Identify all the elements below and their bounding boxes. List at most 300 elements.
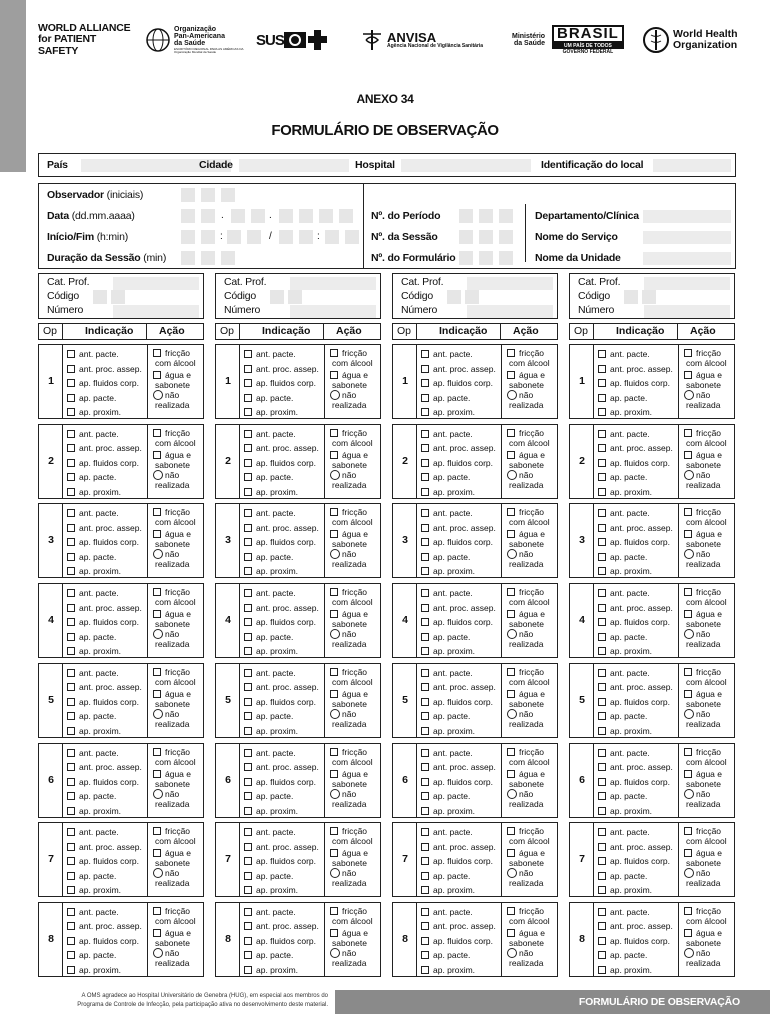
checkbox-icon[interactable]: [67, 843, 75, 851]
checkbox-icon[interactable]: [67, 807, 75, 815]
indication-option[interactable]: [598, 842, 673, 852]
radio-icon[interactable]: [153, 390, 163, 400]
checkbox-icon[interactable]: [598, 966, 606, 974]
indication-option[interactable]: [244, 364, 319, 374]
checkbox-icon[interactable]: [244, 872, 252, 880]
indication-option[interactable]: [244, 697, 316, 707]
indication-option[interactable]: [421, 936, 493, 946]
indication-option[interactable]: [67, 885, 121, 895]
indication-option[interactable]: [244, 523, 319, 533]
checkbox-icon[interactable]: [153, 429, 161, 437]
checkbox-icon[interactable]: [67, 394, 75, 402]
checkbox-icon[interactable]: [421, 727, 429, 735]
indication-option[interactable]: [598, 588, 650, 598]
checkbox-icon[interactable]: [421, 567, 429, 575]
indication-option[interactable]: [244, 429, 296, 439]
checkbox-icon[interactable]: [67, 778, 75, 786]
action-nao-realizada[interactable]: [330, 948, 373, 958]
action-agua[interactable]: [153, 370, 196, 380]
indication-option[interactable]: [598, 762, 673, 772]
radio-icon[interactable]: [684, 789, 694, 799]
radio-icon[interactable]: [330, 470, 340, 480]
indication-option[interactable]: [598, 349, 650, 359]
checkbox-icon[interactable]: [67, 792, 75, 800]
radio-icon[interactable]: [507, 470, 517, 480]
indication-option[interactable]: [421, 842, 496, 852]
checkbox-icon[interactable]: [507, 907, 515, 915]
indication-option[interactable]: [421, 617, 493, 627]
checkbox-icon[interactable]: [153, 770, 161, 778]
checkbox-icon[interactable]: [67, 763, 75, 771]
action-agua[interactable]: [684, 370, 727, 380]
indication-option[interactable]: [67, 407, 121, 417]
checkbox-icon[interactable]: [598, 488, 606, 496]
checkbox-icon[interactable]: [67, 669, 75, 677]
checkbox-icon[interactable]: [330, 610, 338, 618]
indication-option[interactable]: [598, 777, 670, 787]
indication-option[interactable]: [244, 349, 296, 359]
checkbox-icon[interactable]: [598, 843, 606, 851]
checkbox-icon[interactable]: [598, 538, 606, 546]
action-nao-realizada[interactable]: [684, 390, 727, 400]
indication-option[interactable]: [67, 856, 139, 866]
cat-prof-field[interactable]: [467, 277, 553, 290]
checkbox-icon[interactable]: [330, 907, 338, 915]
cat-prof-field[interactable]: [290, 277, 376, 290]
action-nao-realizada[interactable]: [330, 709, 373, 719]
indication-option[interactable]: [598, 697, 670, 707]
checkbox-icon[interactable]: [421, 589, 429, 597]
indication-option[interactable]: [67, 603, 142, 613]
radio-icon[interactable]: [330, 390, 340, 400]
checkbox-icon[interactable]: [67, 633, 75, 641]
action-agua[interactable]: [684, 928, 727, 938]
radio-icon[interactable]: [684, 390, 694, 400]
checkbox-icon[interactable]: [684, 508, 692, 516]
action-nao-realizada[interactable]: [330, 390, 373, 400]
action-agua[interactable]: [153, 529, 196, 539]
action-friccao[interactable]: [684, 428, 727, 438]
checkbox-icon[interactable]: [67, 488, 75, 496]
indication-option[interactable]: [598, 885, 652, 895]
hospital-field[interactable]: [401, 159, 531, 172]
indication-option[interactable]: [598, 537, 670, 547]
action-friccao[interactable]: [330, 348, 373, 358]
checkbox-icon[interactable]: [598, 350, 606, 358]
radio-icon[interactable]: [507, 629, 517, 639]
indication-option[interactable]: [421, 777, 493, 787]
duracao-cell[interactable]: [201, 251, 215, 265]
indication-option[interactable]: [67, 748, 119, 758]
checkbox-icon[interactable]: [598, 365, 606, 373]
checkbox-icon[interactable]: [507, 770, 515, 778]
checkbox-icon[interactable]: [421, 553, 429, 561]
checkbox-icon[interactable]: [421, 379, 429, 387]
action-agua[interactable]: [507, 450, 550, 460]
checkbox-icon[interactable]: [421, 712, 429, 720]
indication-option[interactable]: [598, 907, 650, 917]
checkbox-icon[interactable]: [598, 698, 606, 706]
checkbox-icon[interactable]: [244, 394, 252, 402]
checkbox-icon[interactable]: [507, 748, 515, 756]
action-agua[interactable]: [684, 769, 727, 779]
codigo-cell[interactable]: [270, 290, 284, 304]
action-agua[interactable]: [153, 450, 196, 460]
checkbox-icon[interactable]: [598, 908, 606, 916]
checkbox-icon[interactable]: [598, 872, 606, 880]
action-nao-realizada[interactable]: [507, 709, 550, 719]
action-agua[interactable]: [330, 848, 373, 858]
cat-prof-field[interactable]: [644, 277, 730, 290]
fim-cell[interactable]: [279, 230, 293, 244]
codigo-cell[interactable]: [642, 290, 656, 304]
checkbox-icon[interactable]: [598, 763, 606, 771]
indication-option[interactable]: [244, 827, 296, 837]
checkbox-icon[interactable]: [67, 828, 75, 836]
checkbox-icon[interactable]: [67, 872, 75, 880]
indication-option[interactable]: [598, 646, 652, 656]
checkbox-icon[interactable]: [67, 589, 75, 597]
indication-option[interactable]: [244, 921, 319, 931]
checkbox-icon[interactable]: [244, 567, 252, 575]
checkbox-icon[interactable]: [684, 827, 692, 835]
action-friccao[interactable]: [330, 428, 373, 438]
indication-option[interactable]: [598, 523, 673, 533]
indication-option[interactable]: [598, 603, 673, 613]
numero-field[interactable]: [467, 305, 553, 318]
indication-option[interactable]: [598, 856, 670, 866]
indication-option[interactable]: [421, 711, 470, 721]
indication-option[interactable]: [598, 566, 652, 576]
indication-option[interactable]: [421, 806, 475, 816]
numero-field[interactable]: [644, 305, 730, 318]
indication-option[interactable]: [421, 791, 470, 801]
action-friccao[interactable]: [684, 826, 727, 836]
radio-icon[interactable]: [153, 948, 163, 958]
checkbox-icon[interactable]: [153, 668, 161, 676]
indication-option[interactable]: [244, 791, 293, 801]
indication-option[interactable]: [67, 349, 119, 359]
data-cell[interactable]: [319, 209, 333, 223]
indication-option[interactable]: [421, 393, 470, 403]
checkbox-icon[interactable]: [507, 530, 515, 538]
radio-icon[interactable]: [507, 390, 517, 400]
action-friccao[interactable]: [507, 747, 550, 757]
indication-option[interactable]: [598, 950, 647, 960]
action-nao-realizada[interactable]: [330, 868, 373, 878]
checkbox-icon[interactable]: [421, 459, 429, 467]
checkbox-icon[interactable]: [67, 727, 75, 735]
checkbox-icon[interactable]: [598, 937, 606, 945]
indication-option[interactable]: [244, 617, 316, 627]
data-cell[interactable]: [201, 209, 215, 223]
action-nao-realizada[interactable]: [153, 390, 196, 400]
indication-option[interactable]: [421, 537, 493, 547]
checkbox-icon[interactable]: [244, 350, 252, 358]
checkbox-icon[interactable]: [244, 712, 252, 720]
checkbox-icon[interactable]: [684, 668, 692, 676]
checkbox-icon[interactable]: [67, 966, 75, 974]
checkbox-icon[interactable]: [684, 349, 692, 357]
radio-icon[interactable]: [153, 709, 163, 719]
action-friccao[interactable]: [330, 906, 373, 916]
checkbox-icon[interactable]: [507, 827, 515, 835]
formulario-cell[interactable]: [499, 251, 513, 265]
inicio-cell[interactable]: [181, 230, 195, 244]
indication-option[interactable]: [244, 856, 316, 866]
indication-option[interactable]: [67, 552, 116, 562]
checkbox-icon[interactable]: [330, 508, 338, 516]
data-cell[interactable]: [339, 209, 353, 223]
checkbox-icon[interactable]: [684, 770, 692, 778]
data-cell[interactable]: [279, 209, 293, 223]
checkbox-icon[interactable]: [598, 886, 606, 894]
checkbox-icon[interactable]: [598, 828, 606, 836]
checkbox-icon[interactable]: [67, 524, 75, 532]
checkbox-icon[interactable]: [67, 553, 75, 561]
radio-icon[interactable]: [330, 709, 340, 719]
indication-option[interactable]: [421, 472, 470, 482]
radio-icon[interactable]: [330, 789, 340, 799]
checkbox-icon[interactable]: [153, 849, 161, 857]
checkbox-icon[interactable]: [598, 430, 606, 438]
radio-icon[interactable]: [330, 549, 340, 559]
indication-option[interactable]: [598, 429, 650, 439]
checkbox-icon[interactable]: [421, 698, 429, 706]
action-agua[interactable]: [330, 689, 373, 699]
indication-option[interactable]: [598, 552, 647, 562]
checkbox-icon[interactable]: [421, 807, 429, 815]
radio-icon[interactable]: [330, 948, 340, 958]
indication-option[interactable]: [421, 364, 496, 374]
codigo-cell[interactable]: [624, 290, 638, 304]
checkbox-icon[interactable]: [421, 951, 429, 959]
checkbox-icon[interactable]: [598, 509, 606, 517]
sessao-cell[interactable]: [479, 230, 493, 244]
action-agua[interactable]: [507, 370, 550, 380]
checkbox-icon[interactable]: [598, 683, 606, 691]
action-friccao[interactable]: [330, 747, 373, 757]
checkbox-icon[interactable]: [507, 451, 515, 459]
checkbox-icon[interactable]: [67, 712, 75, 720]
indication-option[interactable]: [67, 777, 139, 787]
action-agua[interactable]: [330, 928, 373, 938]
indication-option[interactable]: [244, 646, 298, 656]
observador-cell[interactable]: [201, 188, 215, 202]
action-friccao[interactable]: [153, 667, 196, 677]
checkbox-icon[interactable]: [330, 588, 338, 596]
inicio-cell[interactable]: [227, 230, 241, 244]
radio-icon[interactable]: [684, 948, 694, 958]
action-friccao[interactable]: [507, 826, 550, 836]
departamento-field[interactable]: [643, 210, 731, 223]
action-friccao[interactable]: [507, 428, 550, 438]
indication-option[interactable]: [421, 646, 475, 656]
indication-option[interactable]: [67, 842, 142, 852]
checkbox-icon[interactable]: [153, 690, 161, 698]
indication-option[interactable]: [421, 762, 496, 772]
checkbox-icon[interactable]: [244, 473, 252, 481]
radio-icon[interactable]: [507, 549, 517, 559]
action-friccao[interactable]: [507, 667, 550, 677]
checkbox-icon[interactable]: [244, 524, 252, 532]
checkbox-icon[interactable]: [421, 763, 429, 771]
checkbox-icon[interactable]: [507, 668, 515, 676]
observador-cell[interactable]: [221, 188, 235, 202]
indication-option[interactable]: [598, 393, 647, 403]
checkbox-icon[interactable]: [153, 827, 161, 835]
indication-option[interactable]: [244, 443, 319, 453]
action-agua[interactable]: [330, 769, 373, 779]
formulario-cell[interactable]: [479, 251, 493, 265]
indication-option[interactable]: [421, 407, 475, 417]
checkbox-icon[interactable]: [153, 530, 161, 538]
checkbox-icon[interactable]: [330, 770, 338, 778]
indication-option[interactable]: [598, 668, 650, 678]
periodo-cell[interactable]: [499, 209, 513, 223]
checkbox-icon[interactable]: [507, 588, 515, 596]
indication-option[interactable]: [67, 711, 116, 721]
action-friccao[interactable]: [153, 826, 196, 836]
indication-option[interactable]: [421, 508, 473, 518]
checkbox-icon[interactable]: [598, 459, 606, 467]
radio-icon[interactable]: [153, 549, 163, 559]
numero-field[interactable]: [290, 305, 376, 318]
checkbox-icon[interactable]: [598, 807, 606, 815]
checkbox-icon[interactable]: [598, 922, 606, 930]
checkbox-icon[interactable]: [244, 763, 252, 771]
indication-option[interactable]: [598, 726, 652, 736]
checkbox-icon[interactable]: [598, 473, 606, 481]
checkbox-icon[interactable]: [421, 872, 429, 880]
checkbox-icon[interactable]: [244, 922, 252, 930]
action-nao-realizada[interactable]: [507, 948, 550, 958]
indication-option[interactable]: [598, 632, 647, 642]
checkbox-icon[interactable]: [244, 365, 252, 373]
indication-option[interactable]: [598, 364, 673, 374]
checkbox-icon[interactable]: [67, 365, 75, 373]
action-friccao[interactable]: [684, 587, 727, 597]
local-field[interactable]: [653, 159, 731, 172]
radio-icon[interactable]: [684, 709, 694, 719]
indication-option[interactable]: [244, 748, 296, 758]
indication-option[interactable]: [67, 364, 142, 374]
cat-prof-field[interactable]: [113, 277, 199, 290]
indication-option[interactable]: [67, 508, 119, 518]
indication-option[interactable]: [244, 588, 296, 598]
indication-option[interactable]: [421, 588, 473, 598]
checkbox-icon[interactable]: [67, 379, 75, 387]
checkbox-icon[interactable]: [598, 379, 606, 387]
indication-option[interactable]: [421, 885, 475, 895]
indication-option[interactable]: [244, 965, 298, 975]
indication-option[interactable]: [598, 827, 650, 837]
checkbox-icon[interactable]: [67, 683, 75, 691]
action-agua[interactable]: [153, 928, 196, 938]
action-nao-realizada[interactable]: [330, 549, 373, 559]
checkbox-icon[interactable]: [67, 430, 75, 438]
codigo-cell[interactable]: [111, 290, 125, 304]
indication-option[interactable]: [67, 646, 121, 656]
checkbox-icon[interactable]: [244, 604, 252, 612]
indication-option[interactable]: [421, 907, 473, 917]
checkbox-icon[interactable]: [330, 371, 338, 379]
indication-option[interactable]: [67, 871, 116, 881]
indication-option[interactable]: [598, 508, 650, 518]
action-nao-realizada[interactable]: [684, 629, 727, 639]
indication-option[interactable]: [598, 748, 650, 758]
indication-option[interactable]: [244, 508, 296, 518]
checkbox-icon[interactable]: [421, 937, 429, 945]
action-friccao[interactable]: [153, 428, 196, 438]
indication-option[interactable]: [598, 472, 647, 482]
radio-icon[interactable]: [507, 868, 517, 878]
checkbox-icon[interactable]: [421, 683, 429, 691]
checkbox-icon[interactable]: [421, 509, 429, 517]
checkbox-icon[interactable]: [244, 792, 252, 800]
indication-option[interactable]: [67, 682, 142, 692]
indication-option[interactable]: [244, 777, 316, 787]
indication-option[interactable]: [598, 921, 673, 931]
checkbox-icon[interactable]: [421, 922, 429, 930]
checkbox-icon[interactable]: [244, 886, 252, 894]
action-agua[interactable]: [330, 370, 373, 380]
checkbox-icon[interactable]: [67, 459, 75, 467]
action-friccao[interactable]: [330, 507, 373, 517]
indication-option[interactable]: [598, 407, 652, 417]
checkbox-icon[interactable]: [598, 669, 606, 677]
checkbox-icon[interactable]: [67, 857, 75, 865]
checkbox-icon[interactable]: [598, 712, 606, 720]
checkbox-icon[interactable]: [153, 371, 161, 379]
indication-option[interactable]: [421, 748, 473, 758]
indication-option[interactable]: [244, 668, 296, 678]
checkbox-icon[interactable]: [153, 451, 161, 459]
checkbox-icon[interactable]: [153, 610, 161, 618]
indication-option[interactable]: [421, 443, 496, 453]
checkbox-icon[interactable]: [67, 937, 75, 945]
checkbox-icon[interactable]: [684, 849, 692, 857]
checkbox-icon[interactable]: [598, 857, 606, 865]
checkbox-icon[interactable]: [244, 843, 252, 851]
action-friccao[interactable]: [330, 826, 373, 836]
checkbox-icon[interactable]: [421, 538, 429, 546]
indication-option[interactable]: [67, 566, 121, 576]
checkbox-icon[interactable]: [244, 669, 252, 677]
action-agua[interactable]: [330, 529, 373, 539]
action-friccao[interactable]: [330, 667, 373, 677]
indication-option[interactable]: [244, 682, 319, 692]
indication-option[interactable]: [67, 936, 139, 946]
cidade-field[interactable]: [239, 159, 349, 172]
indication-option[interactable]: [67, 429, 119, 439]
duracao-cell[interactable]: [221, 251, 235, 265]
checkbox-icon[interactable]: [244, 683, 252, 691]
indication-option[interactable]: [67, 921, 142, 931]
indication-option[interactable]: [598, 487, 652, 497]
indication-option[interactable]: [244, 537, 316, 547]
indication-option[interactable]: [421, 950, 470, 960]
indication-option[interactable]: [67, 697, 139, 707]
checkbox-icon[interactable]: [598, 618, 606, 626]
checkbox-icon[interactable]: [153, 588, 161, 596]
action-friccao[interactable]: [684, 906, 727, 916]
data-cell[interactable]: [299, 209, 313, 223]
indication-option[interactable]: [67, 537, 139, 547]
codigo-cell[interactable]: [93, 290, 107, 304]
checkbox-icon[interactable]: [244, 408, 252, 416]
indication-option[interactable]: [598, 617, 670, 627]
